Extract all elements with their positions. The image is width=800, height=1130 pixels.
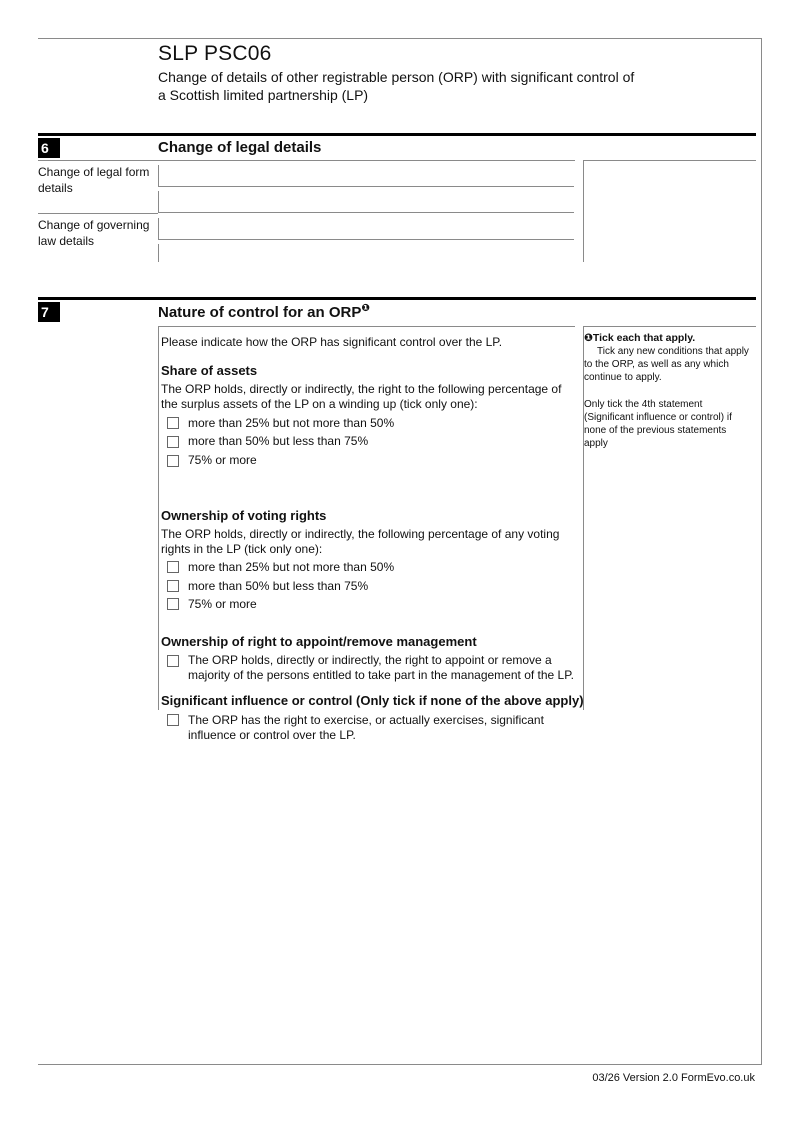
appoint-remove-checkbox[interactable] [167, 655, 179, 667]
section-7-title [158, 303, 370, 321]
share-assets-desc-line-2: the surplus assets of the LP on a winding up (tick only one): [161, 397, 478, 411]
guidance-note-marker-icon: ❶ [584, 332, 593, 344]
section-6-title: Change of legal details [158, 139, 322, 156]
footer-version: 03/26 Version 2.0 FormEvo.co.uk [592, 1072, 755, 1084]
voting-rights-option-3: 75% or more [188, 597, 257, 611]
form-subtitle [158, 68, 658, 104]
appoint-remove-option-line-2: majority of the persons entitled to take part in the management of the LP. [188, 668, 575, 682]
voting-rights-checkbox-2[interactable] [167, 580, 179, 592]
section-7-title-text: Nature of control for an ORP [158, 304, 362, 321]
section-6-rule [38, 133, 756, 136]
appoint-remove-option-line-1: The ORP holds, directly or indirectly, the right to appoint or remove a [188, 653, 552, 667]
form-code: SLP PSC06 [158, 42, 272, 65]
guidance-marker-icon: ❶ [361, 303, 370, 314]
governing-law-label: Change of governing law details [38, 218, 150, 248]
voting-rights-desc-line-2: rights in the LP (tick only one): [161, 542, 323, 556]
section-6-side-top-rule [583, 160, 756, 161]
governing-law-field-line-1[interactable] [158, 218, 574, 240]
legal-form-label: Change of legal form details [38, 165, 150, 195]
guidance-line-1: Tick any new conditions that apply [597, 346, 749, 357]
section-7-left-border [158, 326, 159, 710]
share-assets-checkbox-2[interactable] [167, 436, 179, 448]
guidance-note [584, 332, 754, 450]
guidance-heading-text: Tick each that apply. [592, 332, 696, 344]
share-assets-heading: Share of assets [161, 363, 258, 378]
section-7-intro: Please indicate how the ORP has significant control over the LP. [161, 335, 503, 349]
right-border [761, 38, 762, 1065]
governing-law-field-2-border[interactable] [158, 244, 159, 262]
guidance-heading [584, 332, 754, 345]
voting-rights-desc-line-1: The ORP holds, directly or indirectly, the following percentage of any voting [161, 527, 560, 541]
guidance-line-4: Only tick the 4th statement [584, 399, 703, 410]
voting-rights-option-1: more than 25% but not more than 50% [188, 560, 395, 574]
share-assets-option-2: more than 50% but less than 75% [188, 434, 369, 448]
share-assets-option-3: 75% or more [188, 453, 257, 467]
guidance-line-7: apply [584, 438, 608, 449]
guidance-line-2: to the ORP, as well as any which [584, 359, 729, 370]
section-7-top-rule [158, 326, 575, 327]
guidance-top-rule [583, 326, 756, 327]
guidance-line-6: none of the previous statements [584, 425, 727, 436]
voting-rights-checkbox-3[interactable] [167, 598, 179, 610]
voting-rights-heading: Ownership of voting rights [161, 508, 327, 523]
significant-influence-checkbox[interactable] [167, 714, 179, 726]
voting-rights-checkbox-1[interactable] [167, 561, 179, 573]
subtitle-line-1: Change of details of other registrable person (ORP) with significant control of [158, 69, 635, 85]
significant-influence-heading: Significant influence or control (Only tick if none of the above apply) [161, 693, 584, 708]
appoint-remove-heading: Ownership of right to appoint/remove management [161, 634, 477, 649]
significant-influence-option-line-1: The ORP has the right to exercise, or actually exercises, significant [188, 713, 544, 727]
share-assets-desc-line-1: The ORP holds, directly or indirectly, the right to the following percentage of [161, 382, 562, 396]
governing-law-top-rule [38, 213, 158, 214]
section-6-side-border [583, 160, 584, 262]
bottom-rule [38, 1064, 762, 1065]
share-assets-checkbox-3[interactable] [167, 455, 179, 467]
section-6-field-top-rule [38, 160, 575, 161]
section-6-number: 6 [38, 138, 60, 158]
voting-rights-option-2: more than 50% but less than 75% [188, 579, 369, 593]
share-assets-checkbox-1[interactable] [167, 417, 179, 429]
guidance-line-5: (Significant influence or control) if [584, 412, 732, 423]
section-7-number: 7 [38, 302, 60, 322]
share-assets-option-1: more than 25% but not more than 50% [188, 416, 395, 430]
top-rule [38, 38, 762, 39]
legal-form-field-line-2[interactable] [158, 191, 574, 213]
guidance-line-3: continue to apply. [584, 372, 662, 383]
legal-form-field-line-1[interactable] [158, 165, 574, 187]
subtitle-line-2: a Scottish limited partnership (LP) [158, 87, 369, 103]
section-7-rule [38, 297, 756, 300]
significant-influence-option-line-2: influence or control over the LP. [188, 728, 356, 742]
